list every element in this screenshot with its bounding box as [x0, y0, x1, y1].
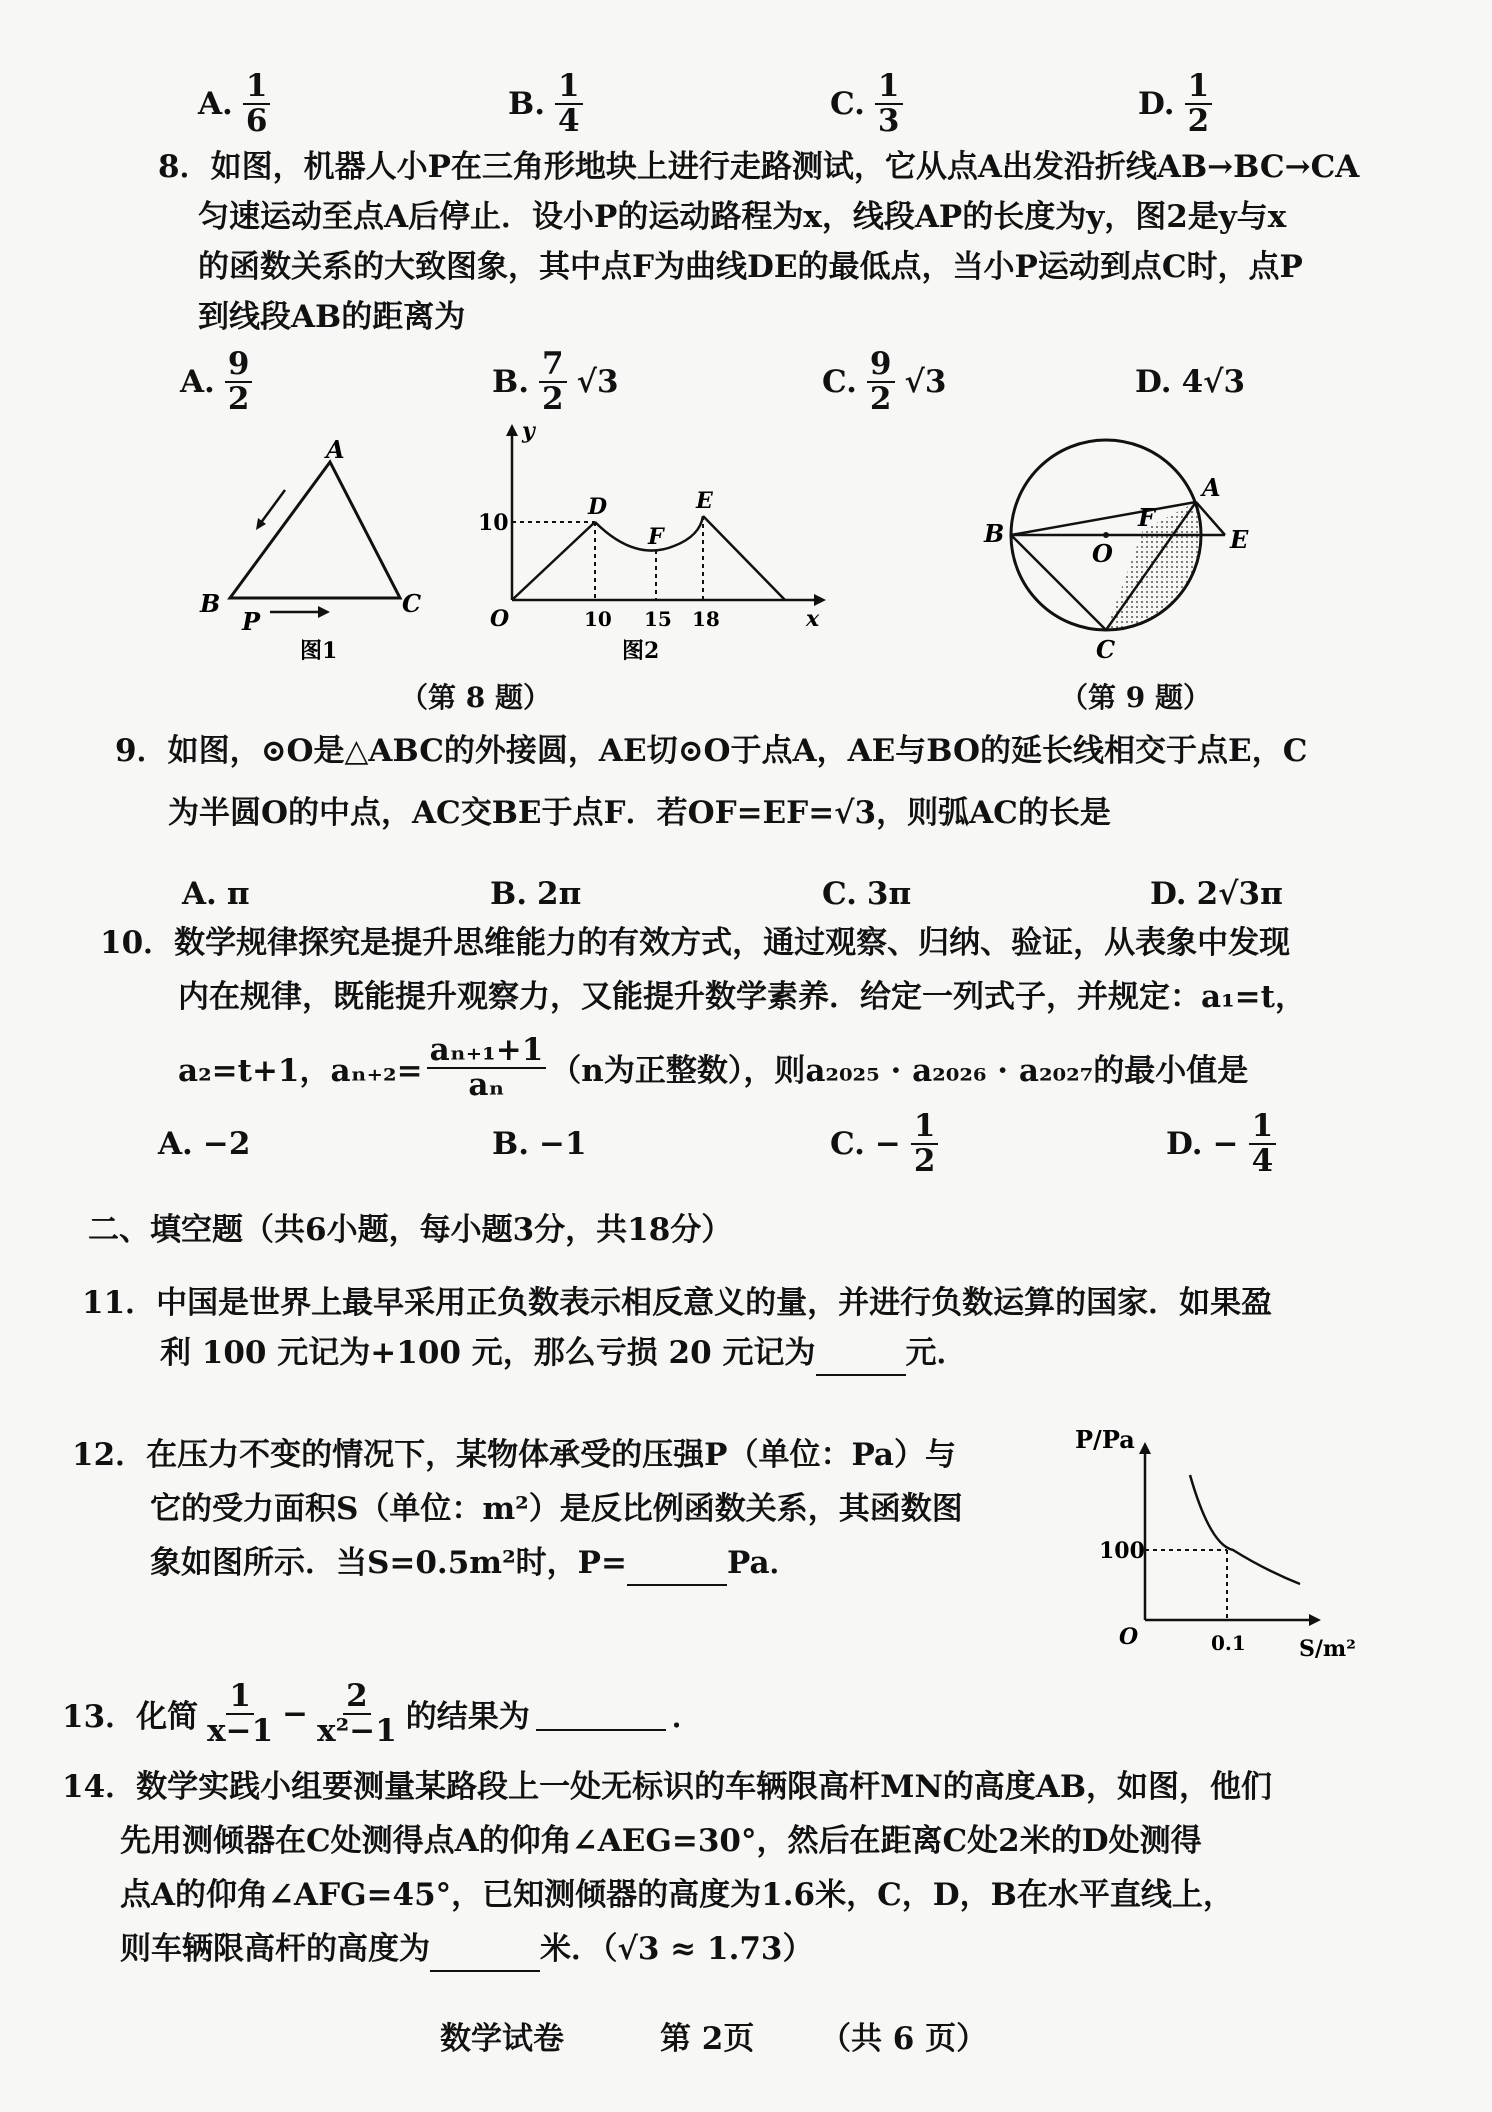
- fraction: [867, 348, 895, 415]
- q12-line-3-pre: 象如图所示．当S=0.5m²时，P=: [150, 1545, 627, 1581]
- option-label: A.: [182, 876, 217, 912]
- center-dot: [1103, 532, 1109, 538]
- q8-caption: （第 8 题）: [400, 681, 551, 714]
- answer-blank[interactable]: [536, 1697, 666, 1731]
- minus-sign: −: [1212, 1125, 1239, 1162]
- fraction: [225, 348, 253, 415]
- footer-page: 第 2页: [660, 2021, 755, 2057]
- option-label: B.: [492, 363, 529, 400]
- label-f: F: [648, 524, 664, 550]
- option-radical: √3: [904, 363, 947, 400]
- fraction: [875, 70, 903, 137]
- fraction: [427, 1034, 547, 1101]
- denominator: 6: [245, 102, 268, 139]
- q9-option-a: [182, 876, 250, 912]
- q9-option-c: [822, 876, 911, 912]
- option-label: A.: [180, 363, 215, 400]
- option-label: C.: [822, 876, 857, 912]
- section-heading: 二、填空题（共6小题，每小题3分，共18分）: [88, 1212, 733, 1248]
- fig1-caption: 图1: [300, 638, 338, 664]
- numerator: 1: [1185, 70, 1213, 105]
- option-label: B.: [508, 85, 545, 122]
- q9-option-b: [490, 876, 581, 912]
- option-value: −2: [202, 1126, 251, 1162]
- q8-figure-2: [450, 420, 830, 670]
- tick-x-01: 0.1: [1211, 1631, 1246, 1655]
- numerator: 2: [343, 1680, 371, 1715]
- option-label: D.: [1166, 1125, 1203, 1162]
- denominator: 2: [1187, 102, 1210, 139]
- q13-end: ．: [671, 1699, 703, 1736]
- q12-line-2: 它的受力面积S（单位：m²）是反比例函数关系，其函数图: [150, 1491, 963, 1527]
- q11-line-2: [160, 1330, 968, 1376]
- q7-option-c: [830, 70, 903, 137]
- denominator: x−1: [207, 1712, 274, 1749]
- footer-total: （共 6 页）: [820, 2021, 988, 2057]
- q8-option-c: [822, 348, 946, 415]
- q8-line-4: 到线段AB的距离为: [198, 299, 466, 335]
- q10-option-a: [158, 1126, 250, 1162]
- q9-line-2: 为半圆O的中点，AC交BE于点F．若OF=EF=√3，则弧AC的长是: [168, 795, 1111, 831]
- x-axis-label: S/m²: [1299, 1636, 1356, 1660]
- q12-line-3-post: Pa．: [726, 1545, 801, 1581]
- denominator: 2: [869, 380, 892, 417]
- q10-line-2: 内在规律，既能提升观察力，又能提升数学素养．给定一列式子，并规定：a₁=t，: [178, 979, 1306, 1015]
- q10-line-3-post: （n为正整数），则a₂₀₂₅ · a₂₀₂₆ · a₂₀₂₇的最小值是: [550, 1053, 1249, 1090]
- option-value: 2π: [537, 876, 582, 912]
- arrowhead-icon: [318, 606, 330, 618]
- q8-option-b: [492, 348, 619, 415]
- denominator: aₙ: [468, 1066, 505, 1103]
- q11-line-1: 11．中国是世界上最早采用正负数表示相反意义的量，并进行负数运算的国家．如果盈: [82, 1285, 1273, 1321]
- fraction: [555, 70, 583, 137]
- q14-line-1: 14．数学实践小组要测量某路段上一处无标识的车辆限高杆MN的高度AB，如图，他们: [62, 1769, 1273, 1805]
- q14-line-4: [120, 1926, 814, 1972]
- numerator: 1: [555, 70, 583, 105]
- answer-blank[interactable]: [430, 1938, 540, 1972]
- option-label: B.: [490, 876, 527, 912]
- numerator: 1: [226, 1680, 254, 1715]
- label-y: y: [522, 420, 535, 444]
- q13-post: 的结果为: [405, 1699, 530, 1736]
- option-label: D.: [1135, 364, 1172, 400]
- q9-option-d: [1150, 876, 1283, 912]
- x-axis-arrow-icon: [814, 594, 826, 606]
- segment-od: [512, 522, 595, 600]
- denominator: 2: [227, 380, 250, 417]
- label-f: F: [1138, 503, 1156, 532]
- fig2-caption: 图2: [622, 638, 660, 664]
- q8-option-a: [180, 348, 252, 415]
- label-a: A: [326, 440, 345, 464]
- fraction: [911, 1110, 939, 1177]
- option-value: π: [226, 876, 250, 912]
- arrow-ab-icon: [260, 490, 285, 524]
- denominator: 4: [558, 102, 580, 139]
- option-label: C.: [830, 85, 865, 122]
- q14-line-2: 先用测倾器在C处测得点A的仰角∠AEG=30°，然后在距离C处2米的D处测得: [120, 1823, 1202, 1859]
- q9-caption: （第 9 题）: [1060, 681, 1211, 714]
- option-label: C.: [822, 363, 857, 400]
- q14-line-4-post: 米．（√3 ≈ 1.73）: [540, 1931, 814, 1967]
- q7-option-a: [198, 70, 270, 137]
- numerator: 1: [243, 70, 271, 105]
- fraction: [243, 70, 271, 137]
- q8-line-2: 匀速运动至点A后停止．设小P的运动路程为x，线段AP的长度为y，图2是y与x: [198, 199, 1287, 235]
- label-d: D: [588, 494, 608, 520]
- q11-line-2-pre: 利 100 元记为+100 元，那么亏损 20 元记为: [160, 1335, 816, 1371]
- q12-line-3: [150, 1540, 801, 1586]
- label-b: B: [984, 519, 1005, 548]
- option-value: −1: [539, 1126, 587, 1162]
- label-c: C: [402, 589, 422, 618]
- q8-line-3: 的函数关系的大致图象，其中点F为曲线DE的最低点，当小P运动到点C时，点P: [198, 249, 1303, 285]
- label-a: A: [1202, 473, 1221, 502]
- fraction-2: [314, 1680, 400, 1747]
- option-label: D.: [1150, 876, 1187, 912]
- q14-line-4-pre: 则车辆限高杆的高度为: [120, 1931, 430, 1967]
- denominator: 3: [877, 102, 900, 139]
- option-label: D.: [1138, 85, 1175, 122]
- q9-figure: [980, 430, 1280, 660]
- tick-y-10: 10: [478, 510, 509, 536]
- denominator: 2: [542, 380, 564, 417]
- minus-sign: −: [282, 1695, 309, 1732]
- answer-blank[interactable]: [816, 1342, 906, 1376]
- label-c: C: [1096, 635, 1116, 660]
- q10-line-3: [178, 1034, 1248, 1101]
- numerator: 9: [867, 348, 895, 383]
- x-axis-arrow-icon: [1309, 1614, 1321, 1626]
- option-label: A.: [198, 85, 233, 122]
- option-value: 3π: [866, 876, 912, 912]
- label-origin: O: [490, 606, 510, 632]
- numerator: 7: [539, 348, 567, 383]
- denominator: x²−1: [317, 1712, 397, 1749]
- q11-line-2-post: 元．: [905, 1335, 968, 1371]
- y-axis-arrow-icon: [506, 424, 518, 436]
- label-x: x: [806, 606, 820, 632]
- label-origin: O: [1119, 1624, 1139, 1650]
- label-b: B: [200, 589, 221, 618]
- q8-option-d: [1135, 364, 1245, 400]
- q8-line-1: 8．如图，机器人小P在三角形地块上进行走路测试，它从点A出发沿折线AB→BC→CA: [158, 149, 1360, 185]
- denominator: 4: [1251, 1142, 1274, 1179]
- triangle-abc: [230, 462, 400, 598]
- tick-x-15: 15: [644, 607, 672, 631]
- numerator: aₙ₊₁+1: [427, 1034, 547, 1069]
- q9-line-1: 9．如图，⊙O是△ABC的外接圆，AE切⊙O于点A，AE与BO的延长线相交于点E，C: [115, 733, 1308, 769]
- option-value: 2√3π: [1196, 876, 1283, 912]
- q10-option-d: [1166, 1110, 1276, 1177]
- label-e: E: [696, 488, 713, 514]
- numerator: 1: [1249, 1110, 1277, 1145]
- q12-line-1: 12．在压力不变的情况下，某物体承受的压强P（单位：Pa）与: [72, 1437, 957, 1473]
- minus-sign: −: [874, 1125, 901, 1162]
- fraction-1: [204, 1680, 276, 1747]
- answer-blank[interactable]: [627, 1552, 727, 1586]
- option-radical: √3: [576, 363, 619, 400]
- q7-option-b: [508, 70, 583, 137]
- tick-y-100: 100: [1099, 1538, 1145, 1564]
- tick-x-10: 10: [584, 607, 612, 631]
- q13: [62, 1680, 703, 1747]
- numerator: 1: [875, 70, 903, 105]
- segment-e-end: [703, 516, 785, 600]
- tick-x-18: 18: [692, 607, 720, 631]
- q7-option-d: [1138, 70, 1212, 137]
- option-label: B.: [492, 1126, 529, 1162]
- fraction: [539, 348, 567, 415]
- q12-graph: [1075, 1420, 1375, 1660]
- y-axis-arrow-icon: [1139, 1442, 1151, 1454]
- q13-pre: 13．化简: [62, 1699, 199, 1736]
- q10-option-c: [830, 1110, 938, 1177]
- option-label: A.: [158, 1126, 193, 1162]
- label-o: O: [1092, 539, 1113, 568]
- fraction: [1249, 1110, 1277, 1177]
- label-p: P: [242, 607, 261, 636]
- label-e: E: [1230, 525, 1249, 554]
- numerator: 1: [911, 1110, 939, 1145]
- option-value: 4√3: [1181, 364, 1246, 400]
- inverse-curve: [1190, 1475, 1300, 1584]
- footer-subject: 数学试卷: [440, 2021, 564, 2057]
- denominator: 2: [913, 1142, 936, 1179]
- numerator: 9: [225, 348, 253, 383]
- option-label: C.: [830, 1125, 865, 1162]
- q8-figure-1: [190, 440, 430, 670]
- fraction: [1185, 70, 1213, 137]
- q10-option-b: [492, 1126, 587, 1162]
- q10-line-3-pre: a₂=t+1，aₙ₊₂=: [178, 1053, 423, 1090]
- y-axis-label: P/Pa: [1075, 1425, 1135, 1454]
- q14-line-3: 点A的仰角∠AFG=45°，已知测倾器的高度为1.6米，C，D，B在水平直线上，: [120, 1877, 1234, 1913]
- q10-line-1: 10．数学规律探究是提升思维能力的有效方式，通过观察、归纳、验证，从表象中发现: [100, 925, 1291, 961]
